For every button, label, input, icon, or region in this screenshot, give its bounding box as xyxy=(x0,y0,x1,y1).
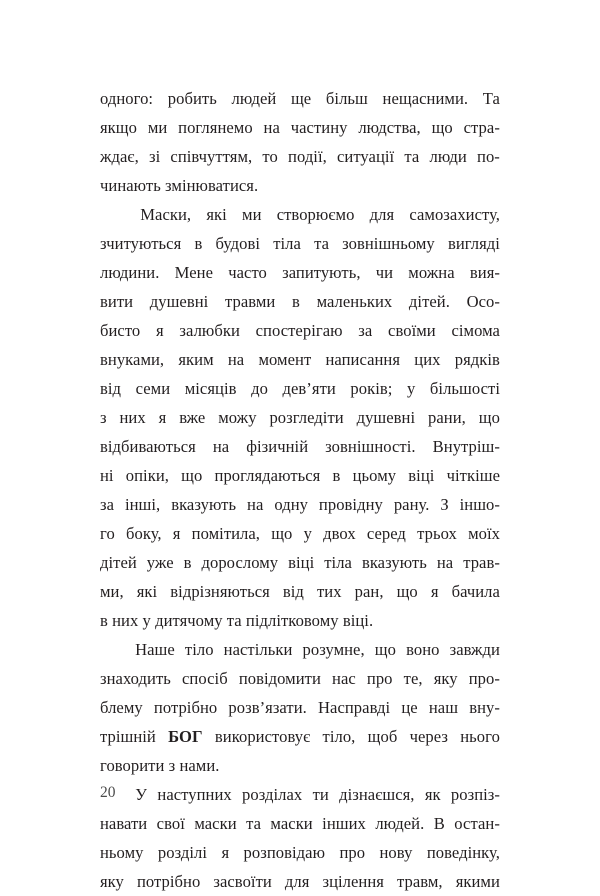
text-line: навати свої маски та маски інших людей. В остан- xyxy=(100,814,500,833)
text-line: за інші, вказують на одну провідну рану. З іншо- xyxy=(100,495,500,514)
text-line: ні опіки, що проглядаються в цьому віці чіткіше xyxy=(100,466,500,485)
text-line: знаходить спосіб повідомити нас про те, яку про- xyxy=(100,669,500,688)
text-line: вити душевні травми в маленьких дітей. Осо- xyxy=(100,292,500,311)
text-line: ньому розділі я розповідаю про нову поведінку, xyxy=(100,843,500,862)
text-line: відбиваються на фізичній зовнішності. Внутріш- xyxy=(100,437,500,456)
text-line: Наше тіло настільки розумне, що воно завжди xyxy=(100,635,500,664)
paragraph-4 xyxy=(100,780,500,896)
bold-word-bog: БОГ xyxy=(168,727,203,746)
page-text-block xyxy=(100,84,500,896)
text-line: ми, які відрізняються від тих ран, що я бачила xyxy=(100,582,500,601)
text-line: дітей уже в дорослому віці тіла вказують на трав- xyxy=(100,553,500,572)
paragraph-indent xyxy=(100,200,125,229)
text-line: чинають змінюватися. xyxy=(100,176,259,195)
text-line: людини. Мене часто запитують, чи можна вия- xyxy=(100,263,500,282)
paragraph-1 xyxy=(100,84,500,200)
paragraph-indent xyxy=(100,635,125,664)
text-line: якщо ми поглянемо на частину людства, що стра- xyxy=(100,118,500,137)
text-line: го боку, я помітила, що у двох серед трьох моїх xyxy=(100,524,500,543)
page-number: 20 xyxy=(100,784,116,801)
text-line: трішній БОГ використовує тіло, щоб через нього xyxy=(100,722,500,751)
text-line: У наступних розділах ти дізнаєшся, як розпіз- xyxy=(100,780,500,809)
text-line: зчитуються в будові тіла та зовнішньому вигляді xyxy=(100,234,500,253)
text-line: одного: робить людей ще більш нещасними. Та xyxy=(100,89,500,108)
text-line: з них я вже можу розгледіти душевні рани, що xyxy=(100,408,500,427)
text-line: від семи місяців до дев’яти років; у більшості xyxy=(100,379,500,398)
paragraph-3 xyxy=(100,635,500,780)
text-line: яку потрібно засвоїти для зцілення травм, якими xyxy=(100,872,500,891)
text-line: ждає, зі співчуттям, то події, ситуації та люди по- xyxy=(100,147,500,166)
text-line: блему потрібно розв’язати. Насправді це наш вну- xyxy=(100,698,500,717)
text-line: Маски, які ми створюємо для самозахисту, xyxy=(100,200,500,229)
paragraph-2 xyxy=(100,200,500,635)
text-line: внуками, яким на момент написання цих рядків xyxy=(100,350,500,369)
text-line: говорити з нами. xyxy=(100,756,220,775)
text-line: в них у дитячому та підлітковому віці. xyxy=(100,611,374,630)
text-line: бисто я залюбки спостерігаю за своїми сімома xyxy=(100,321,500,340)
